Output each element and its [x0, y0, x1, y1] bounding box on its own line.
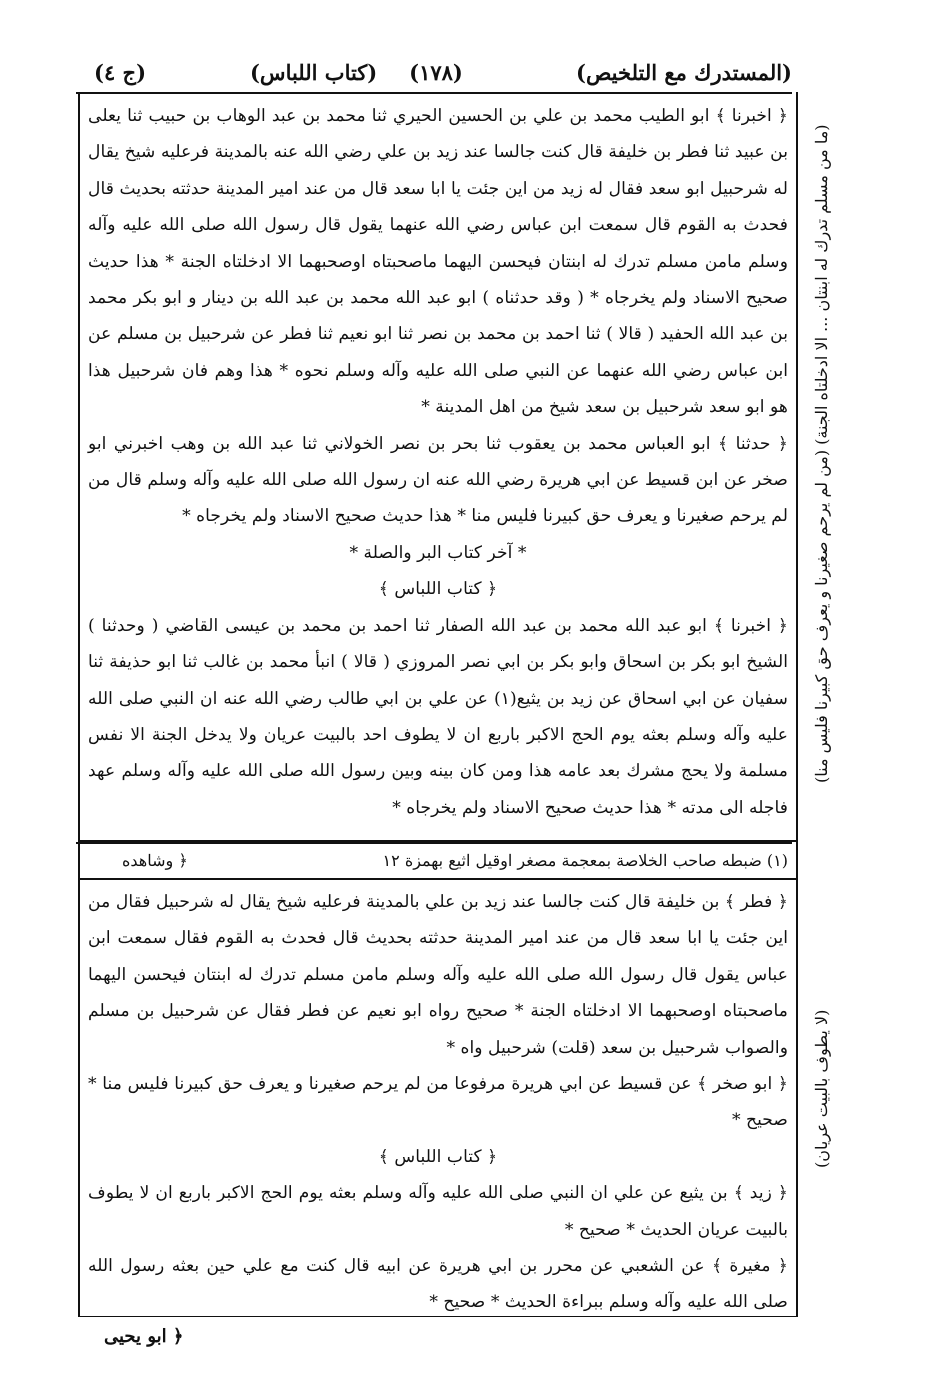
book-title: (كتاب اللباس): [250, 60, 378, 85]
main-text: [88, 98, 788, 826]
page-header: [80, 56, 792, 94]
hadith-paragraph: ﴿ حدثنا ﴾ ابو العباس محمد بن يعقوب ثنا بحر بن نصر الخولاني ثنا عبد الله بن وهب اخبرني ابو صخر عن ابن قسيط عن ابي هريرة رضي الله عنه ان رسول الله صلى الله عليه وآله وسلم قال من لم يرحم صغيرنا و يعرف حق كبيرنا فليس منا * هذا حديث صحيح الاسناد ولم يخرجاه *: [88, 433, 788, 527]
margin-note: (لا يطوف بالبيت عريان): [812, 1010, 831, 1169]
page-number: (١٧٨): [409, 60, 463, 85]
section-end-heading: * آخر كتاب البر والصلة *: [349, 542, 527, 563]
footnote-label: ﴿ وشاهده: [122, 851, 188, 870]
running-title: (المستدرك مع التلخيص): [576, 60, 792, 85]
summary-paragraph: ﴿ ابو صخر ﴾ عن قسيط عن ابي هريرة مرفوعا من لم يرحم صغيرنا و يعرف حق كبيرنا فليس منا * صحيح *: [88, 1074, 788, 1131]
bottom-rule: [78, 1316, 798, 1317]
summary-paragraph: ﴿ مغيرة ﴾ عن الشعبي عن محرر بن ابي هريرة عن ابيه قال كنت مع علي حين بعثه رسول الله صلى الله عليه وآله وسلم ببراءة الحديث * صحيح *: [88, 1256, 788, 1313]
chapter-heading: ﴿ كتاب اللباس ﴾: [378, 579, 498, 600]
frame-left-rule: [78, 92, 80, 1317]
footnote-text: (١) ضبطه صاحب الخلاصة بمعجمة مصغر اوقيل اثيع بهمزة ١٢: [382, 851, 788, 870]
frame-right-rule: [796, 92, 798, 1317]
chapter-heading: ﴿ كتاب اللباس ﴾: [378, 1146, 498, 1167]
margin-note: (ما من مسلم تدرك له ابنتان ... الا ادخلتاه الجنة) (من لم يرحم صغيرنا و يعرف حق كبيرنا فليس منا): [812, 124, 831, 783]
hadith-paragraph: ﴿ اخبرنا ﴾ ابو عبد الله محمد بن عبد الله الصفار ثنا احمد بن محمد بن عيسى القاضي ( وحدثنا ) الشيخ ابو بكر بن اسحاق وابو بكر بن ابي نصر المروزي ( قالا ) انبأ محمد بن غالب ثنا ابو حذيفة ثنا سفيان عن ابي اسحاق عن زيد بن يثيع(١) عن علي بن ابي طالب رضي الله عنه ان النبي صلى الله عليه وآله وسلم بعثه يوم الحج الاكبر باربع ان لا يطوف احد بالبيت عريان ولا يدخل الجنة الا نفس مسلمة ولا يحج مشرك بعد عامه هذا ومن كان بينه وبين رسول الله صلى الله عليه وآله وسلم عهد فاجله الى مدته * هذا حديث صحيح الاسناد ولم يخرجاه *: [88, 615, 788, 818]
hadith-paragraph: ﴿ اخبرنا ﴾ ابو الطيب محمد بن علي بن الحسين الحيري ثنا محمد بن عبد الوهاب بن حبيب ثنا يعلى بن عبيد ثنا فطر بن خليفة قال كنت جالسا عند زيد بن علي رضي الله عنه بالمدينة فرعليه شيخ يقال له شرحبيل ابو سعد فقال له زيد من اين جئت يا ابا سعد قال من عند امير المدينة حدثته بحديث قال فحدث به القوم قال سمعت ابن عباس رضي الله عنهما يقول قال رسول الله صلى الله عليه وآله وسلم مامن مسلم تدرك له ابنتان فيحسن اليهما ماصحبتاه اوصحبهما الا ادخلتاه الجنة * هذا حديث صحيح الاسناد ولم يخرجاه * ( وقد حدثناه ) ابو عبد الله محمد بن عبد الله بن دينار و ابو بكر محمد بن عبد الله الحفيد ( قالا ) ثنا احمد بن محمد بن نصر ثنا ابو نعيم ثنا فطر عن شرحبيل بن مسلم عن ابن عباس رضي الله عنهما عن النبي صلى الله عليه وآله وسلم نحوه * هذا وهم فان شرحبيل هذا هو ابو سعد شرحبيل بن سعد شيخ من اهل المدينة *: [88, 106, 788, 418]
footnote-divider: [78, 840, 798, 842]
summary-divider: [78, 878, 798, 880]
summary-paragraph: ﴿ فطر ﴾ بن خليفة قال كنت جالسا عند زيد بن علي بالمدينة فرعليه شيخ يقال له شرحبيل فقال من اين جئت يا ابا سعد قال من عند امير المدينة حدثته بحديث قال فحدث به القوم فقال سمعت ابن عباس يقول قال رسول الله صلى الله عليه وآله وسلم مامن مسلم تدرك له ابنتان فيحسن اليهما ماصحبتاه اوصحبهما الا ادخلتاه الجنة * صحيح رواه ابو نعيم عن فطر فقال عن شرحبيل بن مسلم والصواب شرحبيل بن سعد (قلت) شرحبيل واه *: [88, 892, 788, 1058]
volume-number: (ج ٤): [94, 60, 147, 85]
summary-paragraph: ﴿ زيد ﴾ بن يثيع عن علي ان النبي صلى الله عليه وآله وسلم بعثه يوم الحج الاكبر باربع ان لا يطوف بالبيت عريان الحديث * صحيح *: [88, 1183, 788, 1240]
summary-text: [88, 884, 788, 1321]
catchword: ﴿ ابو يحيى: [104, 1326, 184, 1347]
